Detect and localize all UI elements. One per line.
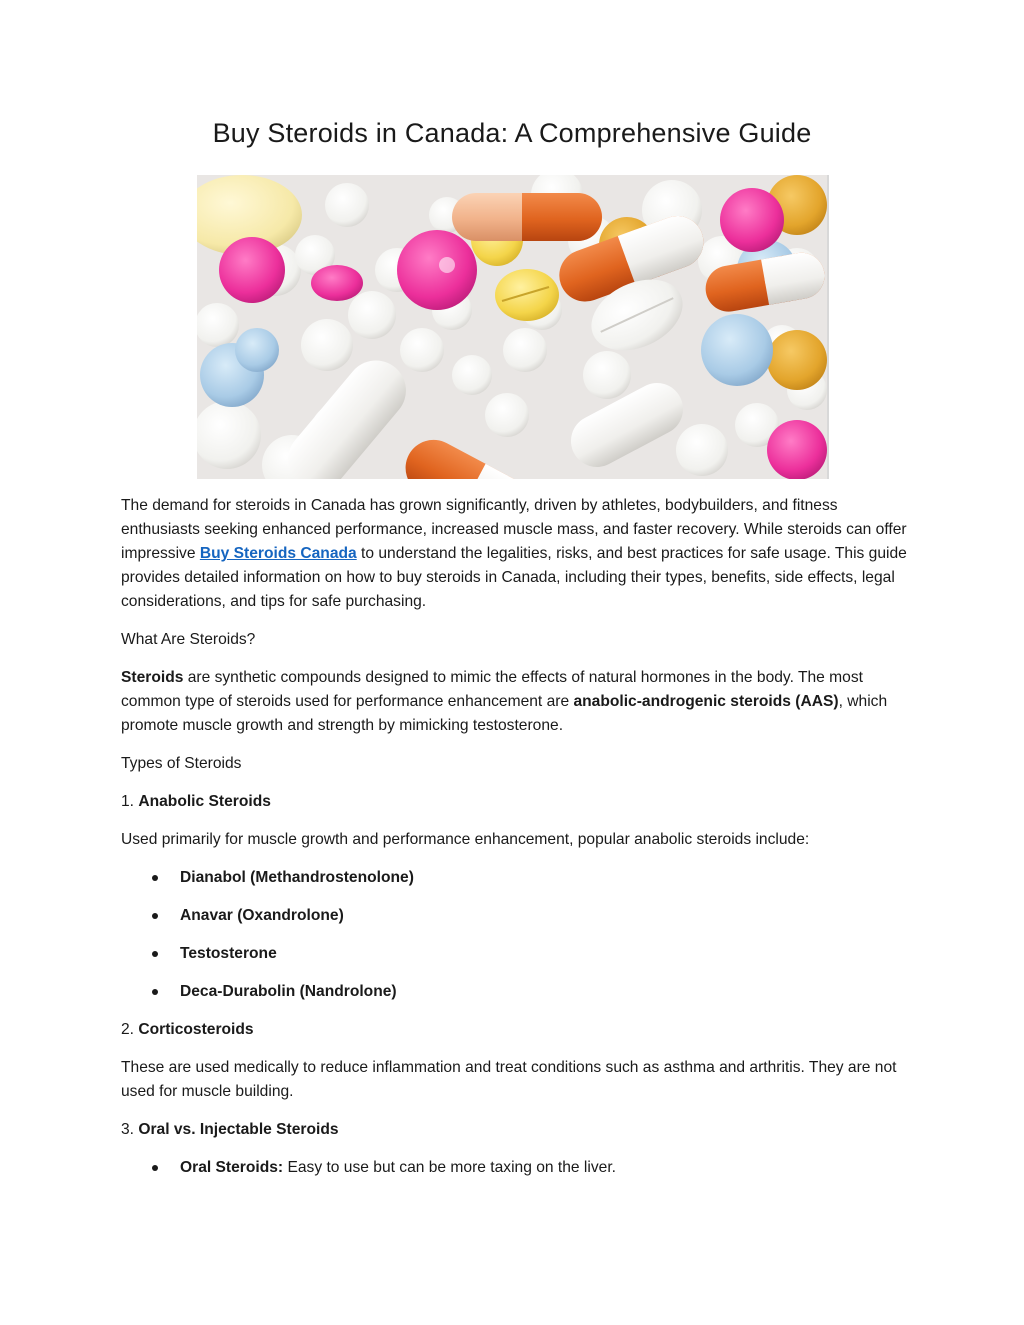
what-are-text-2: , which promote muscle growth and strength by mimicking testosterone. — [121, 693, 888, 734]
page-title: Buy Steroids in Canada: A Comprehensive Guide — [212, 118, 812, 148]
what-are-text-1: are synthetic compounds designed to mimic the effects of natural hormones in the body. The most common type of steroids used for performance enhancement are — [121, 669, 863, 710]
section3-number: 3. — [121, 1121, 139, 1138]
section3-title: Oral vs. Injectable Steroids — [138, 1121, 339, 1138]
section2-title: Corticosteroids — [138, 1021, 254, 1038]
oral-injectable-list — [121, 1156, 911, 1180]
oral-label: Oral Steroids: — [180, 1159, 284, 1176]
list-item — [121, 1156, 911, 1180]
buy-steroids-canada-link[interactable]: Buy Steroids Canada — [199, 545, 357, 562]
list-item: Dianabol (Methandrostenolone) — [121, 866, 911, 890]
intro-text-start: The demand for steroids in Canada has grown significantly, driven by athletes, bodybuilders, and fitness enthusiasts seeking enhanced performance, increased muscle mass, and faster recovery. While steroids can offer impressive — [121, 497, 907, 562]
what-are-paragraph — [121, 666, 911, 738]
section2-number: 2. — [121, 1021, 139, 1038]
section2-description: These are used medically to reduce inflammation and treat conditions such as asthma and arthritis. They are not used for muscle building. — [121, 1059, 897, 1100]
section2-heading — [121, 1018, 911, 1042]
section1-number: 1. — [121, 793, 139, 810]
intro-paragraph — [121, 494, 911, 614]
types-heading: Types of Steroids — [121, 755, 242, 772]
pills-photo-icon — [197, 175, 829, 479]
section1-title: Anabolic Steroids — [138, 793, 271, 810]
list-item: Testosterone — [121, 942, 911, 966]
list-item: Anavar (Oxandrolone) — [121, 904, 911, 928]
intro-text-end: to understand the legalities, risks, and best practices for safe usage. This guide provides detailed information on how to buy steroids in Canada, including their types, benefits, side effects, legal considerations, and tips for safe purchasing. — [121, 545, 907, 610]
section1-heading — [121, 790, 911, 814]
steroids-term: Steroids — [121, 669, 184, 686]
anabolic-list — [121, 866, 911, 1004]
section3-heading — [121, 1118, 911, 1142]
section1-description: Used primarily for muscle growth and performance enhancement, popular anabolic steroids include: — [121, 831, 810, 848]
list-item: Deca-Durabolin (Nandrolone) — [121, 980, 911, 1004]
oral-text: Easy to use but can be more taxing on the liver. — [283, 1159, 616, 1176]
article-body — [121, 494, 911, 1194]
pills-illustration — [197, 175, 827, 479]
aas-term: anabolic-androgenic steroids (AAS) — [573, 693, 839, 710]
what-are-heading: What Are Steroids? — [121, 631, 256, 648]
